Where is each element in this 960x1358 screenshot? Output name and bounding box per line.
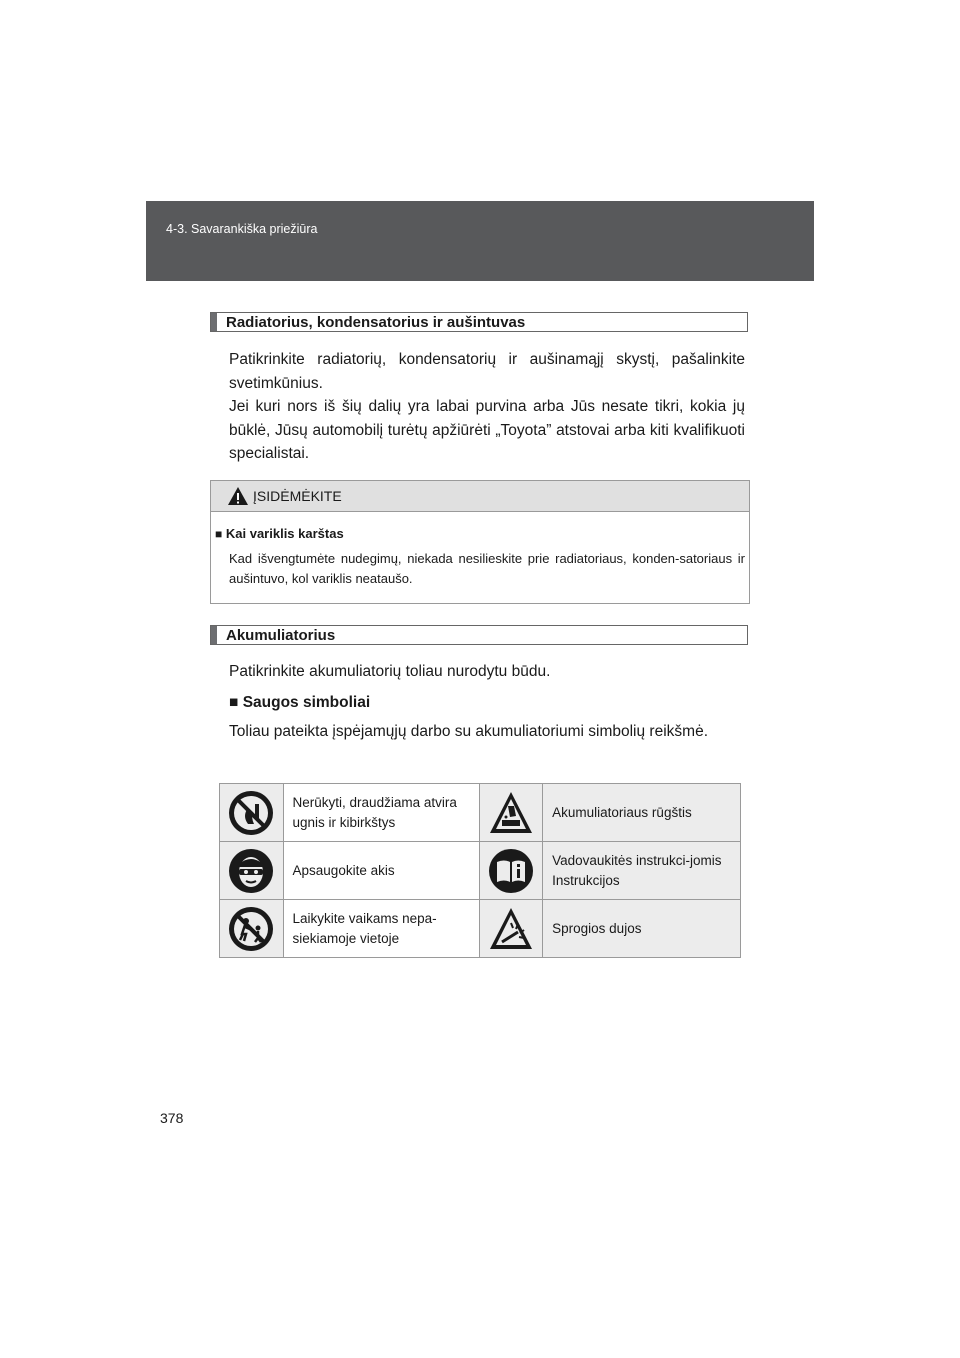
- safety-symbols-title: Saugos simboliai: [242, 694, 371, 711]
- section-marker: [211, 626, 217, 644]
- eye-protection-icon: [228, 848, 274, 894]
- keep-away-children-icon: [228, 906, 274, 952]
- symbol-description: Vadovaukitės instrukci-jomis Instrukcijos: [543, 842, 741, 900]
- table-row: [220, 784, 741, 842]
- symbol-description: Nerūkyti, draudžiama atvira ugnis ir kibirkštys: [283, 784, 479, 842]
- symbol-description: Akumuliatoriaus rūgštis: [543, 784, 741, 842]
- symbol-icon-cell: [479, 842, 543, 900]
- paragraph-text: Jei kuri nors iš šių dalių yra labai purvina arba Jūs nesate tikri, kokia jų būklė, Jūsų automobilį turėtų apžiūrėti „Toyota” atstovai arba kiti kvalifikuoti specialistai.: [229, 398, 745, 462]
- symbol-icon-cell: [479, 784, 543, 842]
- warning-triangle-icon: [227, 486, 249, 506]
- table-row: [220, 842, 741, 900]
- breadcrumb: 4-3. Savarankiška priežiūra: [166, 222, 318, 236]
- battery-intro: Patikrinkite akumuliatorių toliau nurodytu būdu.: [229, 663, 551, 680]
- bullet-square: ■: [229, 694, 239, 711]
- header-band: [146, 201, 814, 281]
- symbol-icon-cell: [220, 900, 284, 958]
- section-marker: [211, 313, 217, 331]
- symbol-description: Laikykite vaikams nepa-siekiamoje vietoje: [283, 900, 479, 958]
- safety-symbols-table: [219, 783, 741, 958]
- explosive-gas-icon: [488, 906, 534, 952]
- section-title: Akumuliatorius: [226, 627, 336, 644]
- caution-heading-text: Kai variklis karštas: [225, 526, 344, 541]
- symbol-description: Sprogios dujos: [543, 900, 741, 958]
- caution-text: Kad išvengtumėte nudegimų, niekada nesilieskite prie radiatoriaus, konden-satoriaus ir aušintuvo, kol variklis neataušo.: [229, 551, 745, 586]
- radiator-paragraph: [229, 348, 745, 466]
- symbol-icon-cell: [220, 842, 284, 900]
- section-title: Radiatorius, kondensatorius ir aušintuvas: [226, 314, 526, 331]
- bullet-square: ■: [215, 527, 223, 541]
- paragraph-text: Patikrinkite radiatorių, kondensatorių ir aušinamąjį skystį, pašalinkite svetimkūnius.: [229, 351, 745, 392]
- caution-box: [210, 480, 750, 604]
- section-heading-radiator: [210, 312, 748, 332]
- safety-symbols-description: Toliau pateikta įspėjamųjų darbo su akumuliatoriumi simbolių reikšmė.: [229, 723, 708, 740]
- battery-acid-icon: [488, 790, 534, 836]
- page-number: 378: [160, 1110, 184, 1126]
- symbol-description: Apsaugokite akis: [283, 842, 479, 900]
- table-row: [220, 900, 741, 958]
- no-smoking-no-flame-icon: [228, 790, 274, 836]
- caution-heading: [215, 526, 344, 541]
- read-instructions-icon: [488, 848, 534, 894]
- symbol-icon-cell: [479, 900, 543, 958]
- safety-symbols-heading: [229, 694, 370, 712]
- section-heading-battery: [210, 625, 748, 645]
- caution-header: [211, 481, 749, 512]
- symbol-icon-cell: [220, 784, 284, 842]
- caution-label: ĮSIDĖMĖKITE: [253, 488, 342, 504]
